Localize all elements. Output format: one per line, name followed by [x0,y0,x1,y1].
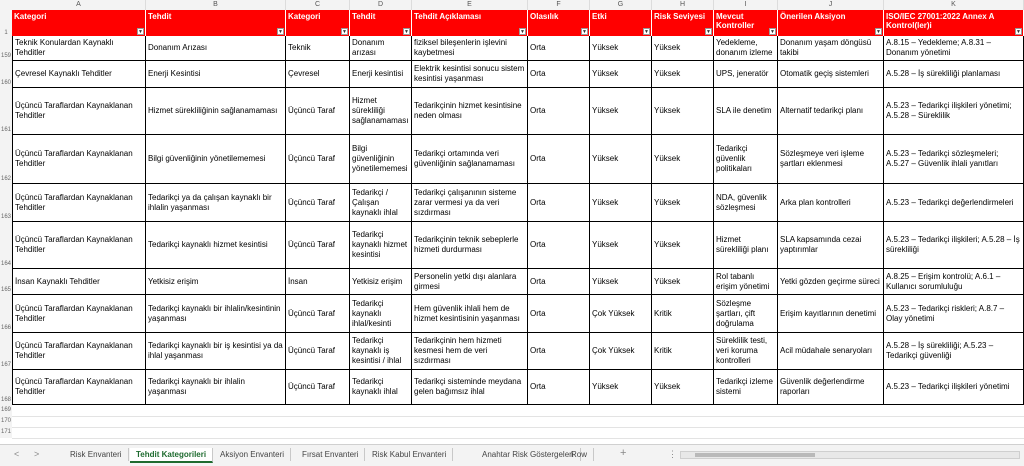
cell-text: Yüksek [654,276,681,286]
table-cell[interactable] [652,295,714,333]
horizontal-scrollbar[interactable] [680,451,1020,459]
cell-text: A.5.23 – Tedarikçi değerlendirmeleri [886,197,1014,207]
table-cell[interactable] [412,370,528,405]
header-cell[interactable] [286,10,350,36]
header-label: Etki [592,12,607,21]
cell-text: Üçüncü Taraflardan Kaynaklanan Tehditler [15,192,133,212]
cell-text: Yüksek [592,106,619,115]
table-cell[interactable] [590,135,652,184]
cell-text: İnsan Kaynaklı Tehditler [15,276,100,286]
header-label: Kategori [288,12,321,21]
cell-text: Yüksek [654,154,681,163]
cell-text: Kritik [654,308,672,318]
sheet-tab[interactable]: Anahtar Risk Göstergeleri [476,448,581,461]
cell-text: Üçüncü Taraf [288,346,335,355]
header-cell[interactable] [778,10,884,36]
table-cell[interactable] [778,88,884,135]
table-cell[interactable] [884,269,1024,295]
table-cell[interactable] [12,61,146,88]
cell-text: Alternatif tedarikçi planı [780,106,864,115]
table-cell[interactable] [884,333,1024,370]
cell-text: Yüksek [654,43,681,52]
table-cell[interactable] [714,36,778,61]
cell-text: Orta [530,240,546,249]
header-label: Tehdit [148,12,172,21]
table-cell[interactable] [714,295,778,333]
cell-text: Üçüncü Taraf [288,382,335,391]
table-cell[interactable] [146,135,286,184]
cell-text: Enerji Kesintisi [148,69,201,78]
table-cell[interactable] [652,269,714,295]
table-cell[interactable] [528,88,590,135]
cell-text: Tedarikçinin hem hizmeti kesmesi hem de veri sızdırması [414,336,502,365]
scrollbar-thumb[interactable] [695,453,815,457]
filter-dropdown-icon[interactable]: ▼ [706,29,711,35]
table-cell[interactable] [884,370,1024,405]
table-cell[interactable] [590,184,652,222]
table-cell[interactable] [12,295,146,333]
cell-text: Süreklilik testi, veri koruma kontrolleri [716,336,768,365]
table-cell[interactable] [778,135,884,184]
cell-text: Tedarikçi / Çalışan kaynaklı ihlal [352,187,398,217]
cell-text: Tedarikçi ortamında veri güvenliğinin sağlanamaması [414,149,515,168]
row-number[interactable]: 166 [0,295,12,333]
filter-dropdown-icon[interactable]: ▼ [770,29,775,35]
cell-text: Tedarikçinin teknik sebeplerle hizmeti durdurması [414,235,519,254]
sheet-tab[interactable]: Tehdit Kategorileri [130,448,213,463]
cell-text: Elektrik kesintisi sonucu sistem kesintisi yaşanması [414,64,525,83]
cell-text: Tedarikçi sisteminde meydana gelen bağımsız ihlal [414,377,522,396]
cell-text: Üçüncü Taraf [288,106,335,115]
cell-text: Orta [530,69,546,78]
cell-text: A.5.28 – İş sürekliliği; A.5.23 – Tedarikçi güvenliği [886,341,994,360]
table-cell[interactable] [884,36,1024,61]
table-cell[interactable] [350,222,412,269]
cell-text: Erişim kayıtlarının denetimi [780,308,877,318]
table-cell[interactable] [652,370,714,405]
cell-text: Yüksek [654,106,681,115]
table-cell[interactable] [286,333,350,370]
table-cell[interactable] [146,88,286,135]
cell-text: Hizmet sürekliliği sağlanamaması [352,96,409,125]
table-cell[interactable] [778,222,884,269]
table-cell[interactable] [590,370,652,405]
cell-text: Orta [530,308,546,318]
row-number[interactable]: 163 [0,184,12,222]
table-cell[interactable] [412,135,528,184]
header-label: Olasılık [530,12,559,21]
table-cell[interactable] [652,88,714,135]
sheet-tab[interactable]: Risk Kabul Envanteri [366,448,453,461]
header-label: Risk Seviyesi [654,12,706,21]
cell-text: Çevresel Kaynaklı Tehditler [15,69,112,78]
cell-text: Tedarikçi izleme sistemi [716,377,773,396]
header-label: Mevcut Kontroller [716,12,755,30]
cell-text: Orta [530,276,546,286]
table-cell[interactable] [590,36,652,61]
cell-text: Tedarikçi kaynaklı ihlal [352,377,398,396]
cell-text: Üçüncü Taraflardan Kaynaklanan Tehditler [15,235,133,254]
cell-text: Tedarikçi güvenlik politikaları [716,144,753,173]
table-cell[interactable] [652,333,714,370]
cell-text: Yetkisiz erişim [148,276,199,286]
table-cell[interactable] [146,333,286,370]
header-cell[interactable] [412,10,528,36]
cell-text: Yüksek [592,154,619,163]
cell-text: Yüksek [654,197,681,207]
column-letter[interactable]: H [652,0,714,10]
table-cell[interactable] [590,88,652,135]
filter-dropdown-icon[interactable]: ▼ [342,29,347,35]
more-options-icon[interactable]: ⋮ [668,449,677,459]
table-cell[interactable] [528,269,590,295]
column-letter[interactable]: F [528,0,590,10]
cell-text: Üçüncü Taraf [288,240,335,249]
table-cell[interactable] [590,61,652,88]
cell-text: Orta [530,43,546,52]
row-number[interactable]: 162 [0,135,12,184]
column-letter[interactable]: D [350,0,412,10]
table-cell[interactable] [590,269,652,295]
cell-text: Donanım Arızası [148,43,208,52]
cell-text: Yüksek [654,240,681,249]
table-cell[interactable] [652,61,714,88]
table-cell[interactable] [528,135,590,184]
table-cell[interactable] [778,184,884,222]
table-cell[interactable] [652,222,714,269]
filter-dropdown-icon[interactable]: ▼ [644,29,649,35]
row-number[interactable]: 167 [0,333,12,370]
table-cell[interactable] [714,61,778,88]
table-cell[interactable] [528,333,590,370]
table-cell[interactable] [146,61,286,88]
table-cell[interactable] [350,135,412,184]
header-label: Önerilen Aksiyon [780,12,846,21]
table-cell[interactable] [286,135,350,184]
table-cell[interactable] [286,295,350,333]
cell-text: Hem güvenlik ihlali hem de hizmet kesintisinin yaşanması [414,303,520,323]
table-cell[interactable] [412,295,528,333]
table-cell[interactable] [528,61,590,88]
table-cell[interactable] [12,36,146,61]
cell-text: Üçüncü Taraf [288,197,335,207]
cell-text: A.5.23 – Tedarikçi ilişkileri yönetimi [886,382,1010,391]
table-cell[interactable] [146,222,286,269]
cell-text: A.5.23 – Tedarikçi ilişkileri yönetimi; A.5.28 – Süreklilik [886,101,1012,120]
table-cell[interactable] [350,36,412,61]
sheet-tab-bar [0,444,1024,466]
cell-text: Çevresel [288,69,320,78]
table-cell[interactable] [12,222,146,269]
header-label: ISO/IEC 27001:2022 Annex A Kontrol(ler)i [886,12,995,30]
table-cell[interactable] [778,370,884,405]
cell-text: A.8.15 – Yedekleme; A.8.31 – Donanım yönetimi [886,38,991,57]
cell-text: Bilgi güvenliğinin yönetilememesi [352,144,408,173]
column-letter[interactable]: G [590,0,652,10]
table-cell[interactable] [884,135,1024,184]
cell-text: Donanım yaşam döngüsü takibi [780,38,872,57]
table-cell[interactable] [350,269,412,295]
table-cell[interactable] [778,333,884,370]
cell-text: SLA kapsamında cezai yaptırımlar [780,235,862,254]
column-letter[interactable]: J [778,0,884,10]
cell-text: Tedarikçi kaynaklı bir iş kesintisi ya da ihlal yaşanması [148,341,283,360]
header-cell[interactable] [590,10,652,36]
cell-text: Yüksek [592,382,619,391]
cell-text: Üçüncü Taraflardan Kaynaklanan Tehditler [15,101,133,120]
table-cell[interactable] [412,36,528,61]
table-cell[interactable] [528,295,590,333]
table-cell[interactable] [350,333,412,370]
filter-dropdown-icon[interactable]: ▼ [278,29,283,35]
cell-text: Orta [530,106,546,115]
cell-text: Tedarikçi ya da çalışan kaynaklı bir ihlalin yaşanması [148,192,272,212]
cell-text: fiziksel bileşenlerin işlevini kaybetmesi [414,38,507,57]
cell-text: Yüksek [592,276,619,286]
cell-text: Tedarikçi kaynaklı hizmet kesintisi [148,240,268,249]
header-cell[interactable] [350,10,412,36]
table-cell[interactable] [286,370,350,405]
table-cell[interactable] [528,222,590,269]
cell-text: İnsan [288,276,308,286]
table-cell[interactable] [778,269,884,295]
table-cell[interactable] [286,269,350,295]
table-cell[interactable] [412,333,528,370]
cell-text: Orta [530,197,546,207]
cell-text: Hizmet sürekliliği planı [716,235,769,254]
cell-text: Üçüncü Taraflardan Kaynaklanan Tehditler [15,377,133,396]
filter-dropdown-icon[interactable]: ▼ [876,29,881,35]
table-cell[interactable] [350,88,412,135]
table-cell[interactable] [884,295,1024,333]
table-cell[interactable] [714,184,778,222]
row-number[interactable]: 171 [0,427,12,438]
table-cell[interactable] [350,184,412,222]
table-cell[interactable] [714,269,778,295]
tab-prev-icon[interactable]: < [14,449,20,459]
table-cell[interactable] [12,269,146,295]
cell-text: Üçüncü Taraf [288,154,335,163]
cell-text: Çok Yüksek [592,308,635,318]
sheet-tab[interactable]: Aksiyon Envanteri [214,448,291,461]
cell-text: Bilgi güvenliğinin yönetilememesi [148,154,266,163]
table-cell[interactable] [884,88,1024,135]
column-letter[interactable]: B [146,0,286,10]
cell-text: Personelin yetki dışı alanlara girmesi [414,271,517,291]
row-number[interactable]: 165 [0,269,12,295]
header-label: Kategori [14,12,47,21]
cell-text: Tedarikçi kaynaklı ihlal/kesinti [352,298,392,328]
header-label: Tehdit Açıklaması [414,12,482,21]
table-cell[interactable] [12,184,146,222]
table-cell[interactable] [146,269,286,295]
table-cell[interactable] [714,333,778,370]
table-cell[interactable] [350,295,412,333]
cell-text: Enerji kesintisi [352,69,404,78]
cell-text: Üçüncü Taraflardan Kaynaklanan Tehditler [15,149,133,168]
cell-text: Güvenlik değerlendirme raporları [780,377,865,396]
table-cell[interactable] [652,36,714,61]
table-cell[interactable] [12,370,146,405]
table-cell[interactable] [778,61,884,88]
cell-text: Tedarikçi çalışanının sisteme zarar vermesi ya da veri sızdırması [414,187,517,217]
table-cell[interactable] [146,370,286,405]
table-cell[interactable] [590,295,652,333]
table-cell[interactable] [12,333,146,370]
column-letter[interactable]: I [714,0,778,10]
table-cell[interactable] [714,135,778,184]
header-cell[interactable] [12,10,146,36]
table-cell[interactable] [12,135,146,184]
cell-text: Tedarikçi kaynaklı iş kesintisi / ihlal [352,336,402,365]
filter-dropdown-icon[interactable]: ▼ [138,29,143,35]
cell-text: A.5.28 – İş sürekliliği planlaması [886,69,1001,78]
tab-next-icon[interactable]: > [34,449,40,459]
cell-text: Teknik Konulardan Kaynaklı Tehditler [15,38,114,57]
cell-text: Acil müdahale senaryoları [780,346,873,355]
column-letter[interactable]: A [12,0,146,10]
table-cell[interactable] [590,333,652,370]
cell-text: Yetki gözden geçirme süreci [780,276,880,286]
table-cell[interactable] [286,61,350,88]
sheet-tab[interactable]: Fırsat Envanteri [296,448,365,461]
row-number[interactable]: 1 [0,10,12,36]
header-label: Tehdit [352,12,376,21]
row-number[interactable]: 169 [0,405,12,416]
table-cell[interactable] [412,184,528,222]
filter-dropdown-icon[interactable]: ▼ [582,29,587,35]
table-cell[interactable] [652,135,714,184]
header-cell[interactable] [146,10,286,36]
cell-text: Orta [530,382,546,391]
table-cell[interactable] [714,88,778,135]
cell-text: Arka plan kontrolleri [780,197,851,207]
cell-text: Yüksek [592,43,619,52]
table-cell[interactable] [350,61,412,88]
cell-text: Teknik [288,43,311,52]
cell-text: Donanım arızası [352,38,385,57]
row-number[interactable]: 160 [0,61,12,88]
cell-text: Yedekleme, donanım izleme [716,38,773,57]
row-number[interactable]: 170 [0,416,12,427]
sheet-tab[interactable]: Risk Envanteri [64,448,129,461]
header-cell[interactable] [714,10,778,36]
table-cell[interactable] [146,295,286,333]
table-cell[interactable] [884,184,1024,222]
cell-text: Yüksek [654,69,681,78]
cell-text: Tedarikçi kaynaklı bir ihlalin yaşanması [148,377,245,396]
cell-text: Kritik [654,346,672,355]
cell-text: Yüksek [592,197,619,207]
table-cell[interactable] [286,36,350,61]
row-number[interactable]: 159 [0,36,12,61]
table-cell[interactable] [528,370,590,405]
cell-text: Yüksek [592,69,619,78]
table-cell[interactable] [286,184,350,222]
filter-dropdown-icon[interactable]: ▼ [1016,29,1021,35]
empty-row[interactable] [12,427,1024,439]
cell-text: A.8.25 – Erişim kontrolü; A.6.1 – Kullanıcı sorumluluğu [886,271,1001,291]
sheet-tab[interactable]: Row [565,448,594,461]
cell-text: SLA ile denetim [716,106,772,115]
cell-text: Orta [530,154,546,163]
cell-text: Çok Yüksek [592,346,635,355]
table-cell[interactable] [412,88,528,135]
cell-text: Rol tabanlı erişim yönetimi [716,271,770,291]
cell-text: Üçüncü Taraflardan Kaynaklanan Tehditler [15,341,133,360]
table-cell[interactable] [350,370,412,405]
table-cell[interactable] [778,36,884,61]
table-cell[interactable] [884,61,1024,88]
table-cell[interactable] [412,61,528,88]
cell-text: Yüksek [654,382,681,391]
table-cell[interactable] [528,184,590,222]
table-cell[interactable] [146,36,286,61]
row-number[interactable]: 164 [0,222,12,269]
header-cell[interactable] [652,10,714,36]
table-cell[interactable] [412,269,528,295]
cell-text: Hizmet sürekliliğinin sağlanamaması [148,106,278,115]
filter-dropdown-icon[interactable]: ▼ [520,29,525,35]
table-cell[interactable] [412,222,528,269]
table-cell[interactable] [714,370,778,405]
cell-text: Sözleşmeye veri işleme şartları eklenmesi [780,149,865,168]
table-cell[interactable] [778,295,884,333]
row-number[interactable]: 161 [0,88,12,135]
add-sheet-icon[interactable]: + [620,447,627,459]
cell-text: Yüksek [592,240,619,249]
filter-dropdown-icon[interactable]: ▼ [404,29,409,35]
table-cell[interactable] [884,222,1024,269]
table-cell[interactable] [528,36,590,61]
cell-text: Üçüncü Taraf [288,308,335,318]
cell-text: Tedarikçi kaynaklı bir ihlalin/kesintinin yaşanması [148,303,281,323]
cell-text: A.5.23 – Tedarikçi riskleri; A.8.7 – Olay yönetimi [886,303,1005,323]
cell-text: Orta [530,346,546,355]
cell-text: Sözleşme şartları, çift doğrulama [716,298,756,328]
cell-text: Tedarikçinin hizmet kesintisine neden olması [414,101,522,120]
cell-text: Otomatik geçiş sistemleri [780,69,869,78]
table-cell[interactable] [12,88,146,135]
column-letter[interactable]: C [286,0,350,10]
table-cell[interactable] [714,222,778,269]
cell-text: A.5.23 – Tedarikçi ilişkileri; A.5.28 – İş sürekliliği [886,235,1020,254]
cell-text: Yetkisiz erişim [352,276,403,286]
table-cell[interactable] [286,88,350,135]
cell-text: UPS, jeneratör [716,69,769,78]
row-number[interactable]: 168 [0,370,12,405]
cell-text: Üçüncü Taraflardan Kaynaklanan Tehditler [15,303,133,323]
column-letter[interactable]: E [412,0,528,10]
cell-text: NDA, güvenlik sözleşmesi [716,192,767,212]
table-cell[interactable] [286,222,350,269]
cell-text: Tedarikçi kaynaklı hizmet kesintisi [352,230,408,259]
table-cell[interactable] [146,184,286,222]
cell-text: A.5.23 – Tedarikçi sözleşmeleri; A.5.27 – Güvenlik ihlali yanıtları [886,149,999,168]
table-cell[interactable] [590,222,652,269]
header-cell[interactable] [528,10,590,36]
column-letter[interactable]: K [884,0,1024,10]
table-cell[interactable] [652,184,714,222]
header-cell[interactable] [884,10,1024,36]
